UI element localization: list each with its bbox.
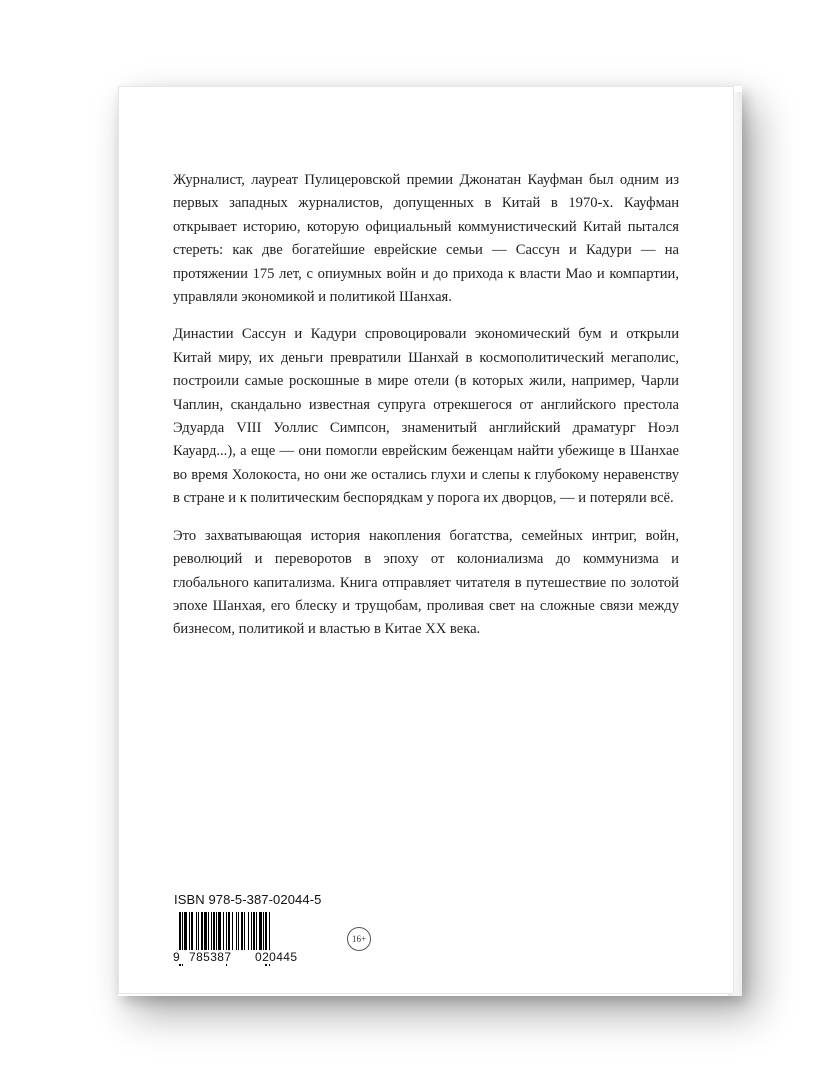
annotation-paragraph-1: Журналист, лауреат Пулицеровской премии Джонатан Кауфман был одним из первых западных журналистов, допущенных в Китай в 1970-х. Кауфман открывает историю, которую официальный коммунистический Китай пытался стереть: как две богатейшие еврейские семьи — Сассун и Кадури — на протяжении 175 лет, с опиумных войн и до прихода к власти Мао и компартии, управляли экономикой и политикой Шанхая. [173, 172, 679, 306]
annotation-paragraph-3: Это захватывающая история накопления богатства, семейных интриг, войн, революций и переворотов в эпоху от колониализма до коммунизма и глобального капитализма. Книга отправляет читателя в путешествие по золотой эпохе Шанхая, его блеску и трущобам, проливая свет на сложные связи между бизнесом, политикой и властью в Китае XX века. [173, 527, 679, 638]
age-rating-badge: 16+ [347, 927, 371, 951]
barcode-digits-left: 785387 [187, 950, 249, 964]
barcode-digit-first: 9 [173, 950, 181, 964]
barcode-digits-right: 020445 [249, 950, 315, 964]
annotation-paragraph-2: Династии Сассун и Кадури спровоцировали экономический бум и открыли Китай миру, их деньги превратили Шанхай в космополитический мегаполис, построили самые роскошные в мире отели (в которых жили, например, Чарли Чаплин, скандально известная супруга отрекшегося от английского престола Эдуарда VIII Уоллис Симпсон, знаменитый английский драматург Ноэл Кауард...), а еще — они помогли еврейским беженцам найти убежище в Шанхае во время Холокоста, но они же остались глухи и слепы к глубокому неравенству в стране и к политическим беспорядкам у порога их дворцов, — и потеряли всё. [173, 326, 679, 507]
barcode-digits [173, 950, 315, 964]
book-back-cover [118, 86, 734, 994]
isbn-label: ISBN 978-5-387-02044-5 [174, 892, 322, 907]
annotation-text [173, 169, 679, 656]
